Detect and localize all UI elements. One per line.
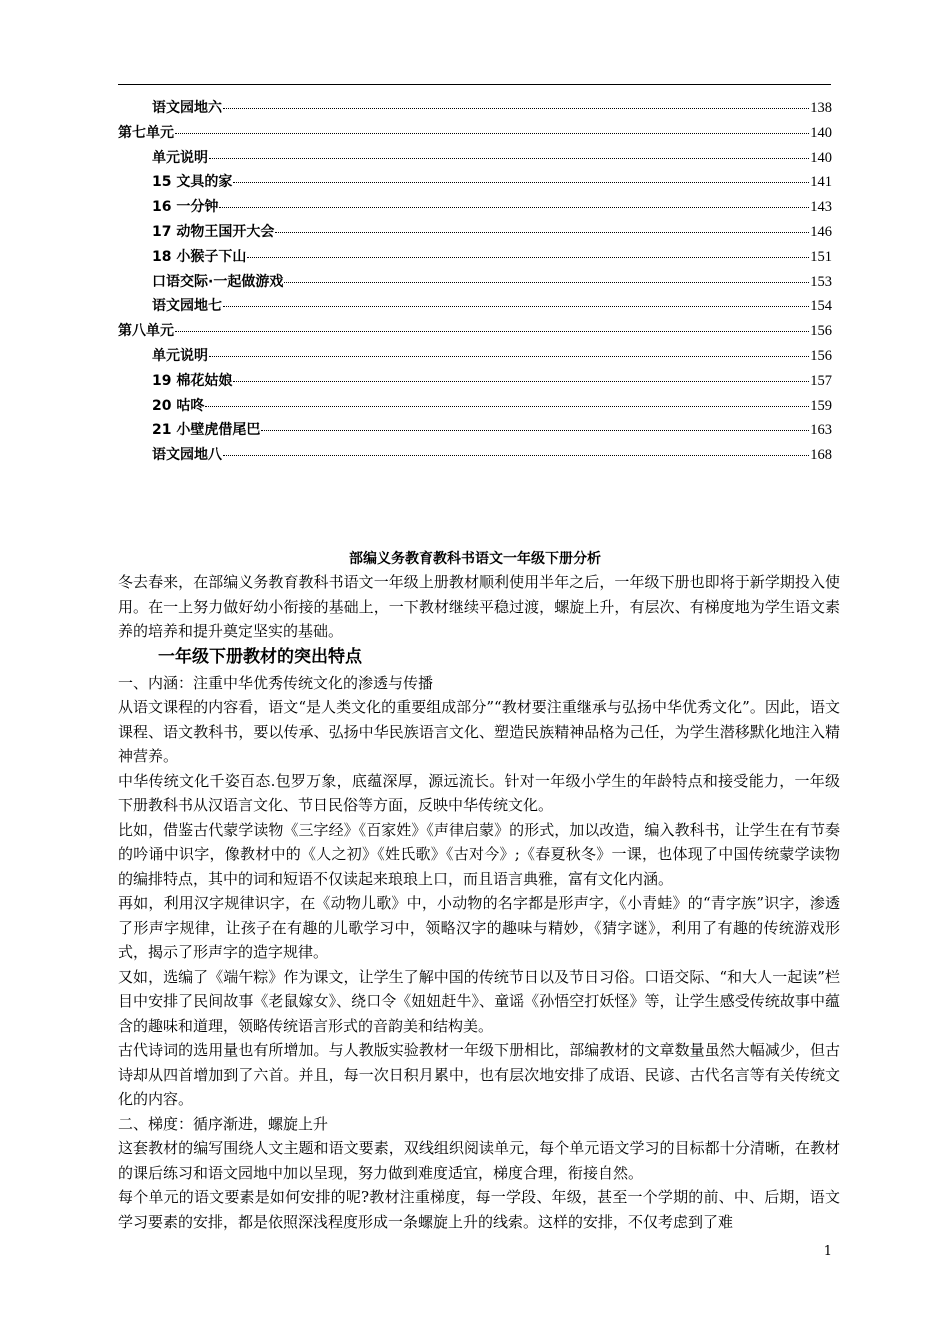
toc-leader-dots [175,331,809,332]
document-body [118,570,840,1234]
paragraph: 每个单元的语文要素是如何安排的呢?教材注重梯度，每一学段、年级，甚至一个学期的前、中、后期，语文学习要素的安排，都是依照深浅程度形成一条螺旋上升的线索。这样的安排，不仅考虑到了难 [118,1188,840,1231]
toc-entry[interactable] [118,271,832,296]
toc-entry-label: 单元说明 [152,347,208,364]
toc-entry[interactable] [118,147,832,172]
toc-entry-page: 159 [810,397,832,414]
toc-entry-page: 151 [810,248,832,265]
toc-entry[interactable] [118,122,832,147]
paragraph: 比如，借鉴古代蒙学读物《三字经》《百家姓》《声律启蒙》的形式，加以改造，编入教科书，让学生在有节奏的吟诵中识字，像教材中的《人之初》《姓氏歌》《古对今》;《春夏秋冬》一课，也体现了中国传统蒙学读物的编排特点，其中的词和短语不仅读起来琅琅上口，而且语言典雅，富有文化内涵。 [118,820,840,888]
toc-entry[interactable] [118,246,832,271]
toc-entry[interactable] [118,419,832,444]
toc-entry-page: 153 [810,273,832,290]
paragraph: 中华传统文化千姿百态.包罗万象，底蕴深厚，源远流长。针对一年级小学生的年龄特点和接受能力，一年级下册教科书从汉语言文化、节日民俗等方面，反映中华传统文化。 [118,771,840,814]
paragraph: 古代诗词的选用量也有所增加。与人教版实验教材一年级下册相比，部编教材的文章数量虽然大幅减少，但古诗却从四首增加到了六首。并且，每一次日积月累中，也有层次地安排了成语、民谚、古代名言等有关传统文化的内容。 [118,1041,840,1108]
toc-entry-page: 156 [810,347,832,364]
intro-paragraph: 冬去春来，在部编义务教育教科书语文一年级上册教材顺利使用半年之后，一年级下册也即将于新学期投入使用。在一上努力做好幼小衔接的基础上，一下教材继续平稳过渡，螺旋上升，有层次、有梯度地为学生语文素养的培养和提升奠定坚实的基础。 [118,573,840,640]
toc-entry[interactable] [118,295,832,320]
toc-entry-label: 15 文具的家 [152,174,233,191]
toc-entry-page: 156 [810,323,832,340]
toc-entry[interactable] [118,370,832,395]
toc-entry[interactable] [118,196,832,221]
toc-leader-dots [275,232,809,233]
toc-entry-label: 17 动物王国开大会 [152,223,275,240]
paragraph: 从语文课程的内容看，语文“是人类文化的重要组成部分”“教材要注重继承与弘扬中华优秀文化”。因此，语文课程、语文教科书，要以传承、弘扬中华民族语言文化、塑造民族精神品格为己任，为学生潜移默化地注入精神营养。 [118,698,840,765]
toc-entry-label: 语文园地七 [152,298,222,315]
toc-leader-dots [233,182,809,183]
toc-entry-page: 140 [810,124,832,141]
toc-entry-label: 单元说明 [152,149,208,166]
toc-entry-page: 146 [810,223,832,240]
table-of-contents [118,97,832,469]
toc-entry-page: 157 [810,372,832,389]
toc-leader-dots [205,406,809,407]
toc-leader-dots [175,133,809,134]
toc-entry-label: 20 咕咚 [152,397,205,414]
toc-entry-label: 口语交际·一起做游戏 [152,273,284,290]
toc-entry[interactable] [118,345,832,370]
toc-entry-page: 163 [810,422,832,439]
toc-entry-page: 143 [810,199,832,216]
toc-entry[interactable] [118,97,832,122]
toc-entry-page: 140 [810,149,832,166]
toc-entry-label: 18 小猴子下山 [152,248,247,265]
toc-leader-dots [233,381,809,382]
toc-entry-label: 语文园地八 [152,447,222,464]
toc-entry-label: 21 小壁虎借尾巴 [152,422,261,439]
paragraph: 再如，利用汉字规律识字，在《动物儿歌》中，小动物的名字都是形声字，《小青蛙》的“青字族”识字，渗透了形声字规律，让孩子在有趣的儿歌学习中，领略汉字的趣味与精妙，《猜字谜》，利用了有趣的传统游戏形式，揭示了形声字的造字规律。 [118,894,840,961]
toc-leader-dots [219,207,809,208]
toc-leader-dots [223,108,809,109]
toc-entry-label: 第八单元 [118,323,174,340]
subheading-1: 一、内涵：注重中华优秀传统文化的渗透与传播 [118,673,434,692]
toc-entry-label: 19 棉花姑娘 [152,372,233,389]
toc-entry[interactable] [118,320,832,345]
toc-leader-dots [209,158,809,159]
toc-entry-page: 168 [810,447,832,464]
toc-entry-label: 第七单元 [118,124,174,141]
toc-entry[interactable] [118,444,832,469]
subheading-2: 二、梯度：循序渐进，螺旋上升 [118,1114,329,1133]
toc-leader-dots [247,257,809,258]
paragraph: 又如，选编了《端午粽》作为课文，让学生了解中国的传统节日以及节日习俗。口语交际、“和大人一起读”栏目中安排了民间故事《老鼠嫁女》、绕口令《妞妞赶牛》、童谣《孙悟空打妖怪》等，让学生感受传统故事中蕴含的趣味和道理，领略传统语言形式的音韵美和结构美。 [118,967,840,1035]
toc-entry-page: 138 [810,100,832,116]
toc-entry-page: 141 [810,174,832,191]
section-heading: 一年级下册教材的突出特点 [158,646,362,667]
page-number: 1 [823,1244,832,1259]
toc-entry-label: 语文园地六 [152,100,222,116]
toc-leader-dots [261,430,809,431]
toc-leader-dots [223,306,809,307]
toc-entry[interactable] [118,221,832,246]
toc-entry[interactable] [118,395,832,420]
toc-leader-dots [209,356,809,357]
header-rule [118,84,831,85]
toc-entry[interactable] [118,171,832,196]
toc-entry-page: 154 [810,298,832,315]
toc-leader-dots [284,282,809,283]
toc-entry-label: 16 一分钟 [152,199,219,216]
toc-leader-dots [223,455,809,456]
document-title: 部编义务教育教科书语文一年级下册分析 [349,551,601,567]
paragraph: 这套教材的编写围绕人文主题和语文要素，双线组织阅读单元，每个单元语文学习的目标都十分清晰，在教材的课后练习和语文园地中加以呈现，努力做到难度适宜，梯度合理，衔接自然。 [118,1139,840,1182]
